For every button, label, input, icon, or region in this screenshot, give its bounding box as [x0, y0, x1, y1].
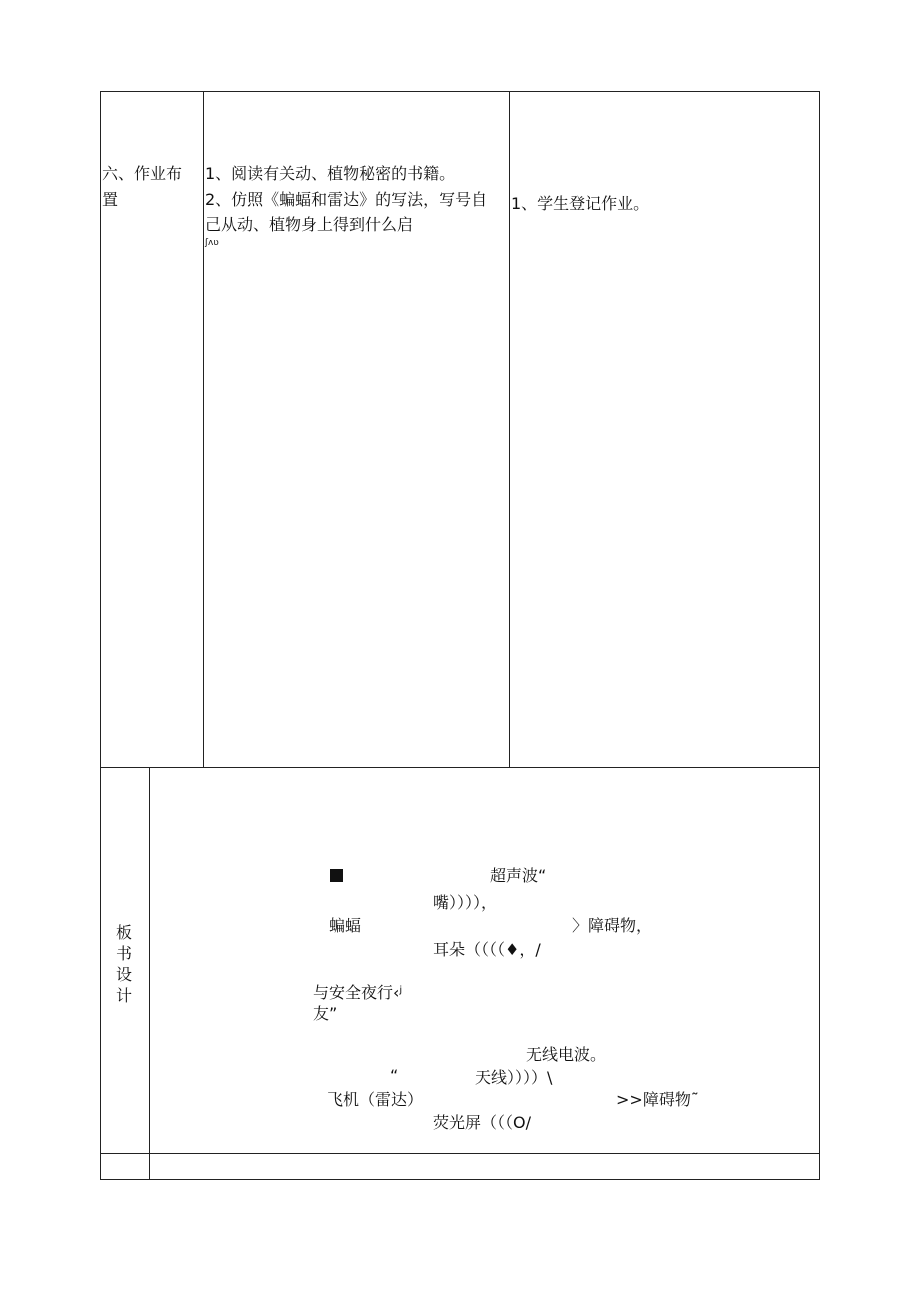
bat-safe-line1: 与安全夜行‹ʲ	[313, 983, 403, 1002]
bat-name: 蝙蝠	[329, 916, 362, 935]
homework-task-line1: 1、阅读有关动、植物秘密的书籍。	[205, 164, 456, 183]
plane-antenna: 天线））））\	[475, 1068, 553, 1087]
bullet-square-icon	[330, 869, 343, 882]
homework-section-label-line1: 六、作业布	[102, 164, 183, 183]
board-label-char-1: 板	[115, 923, 132, 942]
board-label-char-2: 书	[115, 944, 132, 963]
bat-safe-line2: 友”	[313, 1004, 338, 1023]
table-border-left	[100, 91, 101, 1180]
plane-screen: 荧光屏（（（O/	[433, 1113, 531, 1132]
plane-wave: 无线电波。	[526, 1045, 607, 1064]
homework-section-label-line2: 置	[102, 190, 119, 209]
board-design-label	[114, 922, 134, 1006]
student-activity: 1、学生登记作业。	[511, 194, 650, 213]
bat-ear: 耳朵（（（（♦，/	[433, 940, 541, 959]
plane-obstacle: >>障碍物˜	[616, 1090, 699, 1109]
column-divider-1	[203, 91, 204, 768]
table-border-right	[819, 91, 820, 1180]
row-divider-1	[100, 767, 820, 768]
homework-task-line3: 己从动、植物身上得到什么启	[205, 215, 414, 234]
table-border-bottom	[100, 1179, 820, 1180]
bat-obstacle: 〉障碍物，	[572, 916, 653, 935]
column-divider-2	[509, 91, 510, 768]
plane-name: 飞机（雷达）	[327, 1090, 424, 1109]
bat-mouth: 嘴）））），	[433, 893, 498, 912]
plane-quote: “	[390, 1066, 399, 1085]
table-border-top	[100, 91, 820, 92]
homework-task-line2: 2、仿照《蝙蝠和雷达》的写法，写号自	[205, 190, 488, 209]
board-label-char-3: 设	[115, 965, 132, 984]
bat-wave: 超声波“	[490, 866, 547, 885]
row-divider-2	[100, 1153, 820, 1154]
homework-task-line4: ʃʌʋ	[205, 238, 219, 248]
board-label-divider	[149, 767, 150, 1180]
board-label-char-4: 计	[115, 986, 132, 1005]
